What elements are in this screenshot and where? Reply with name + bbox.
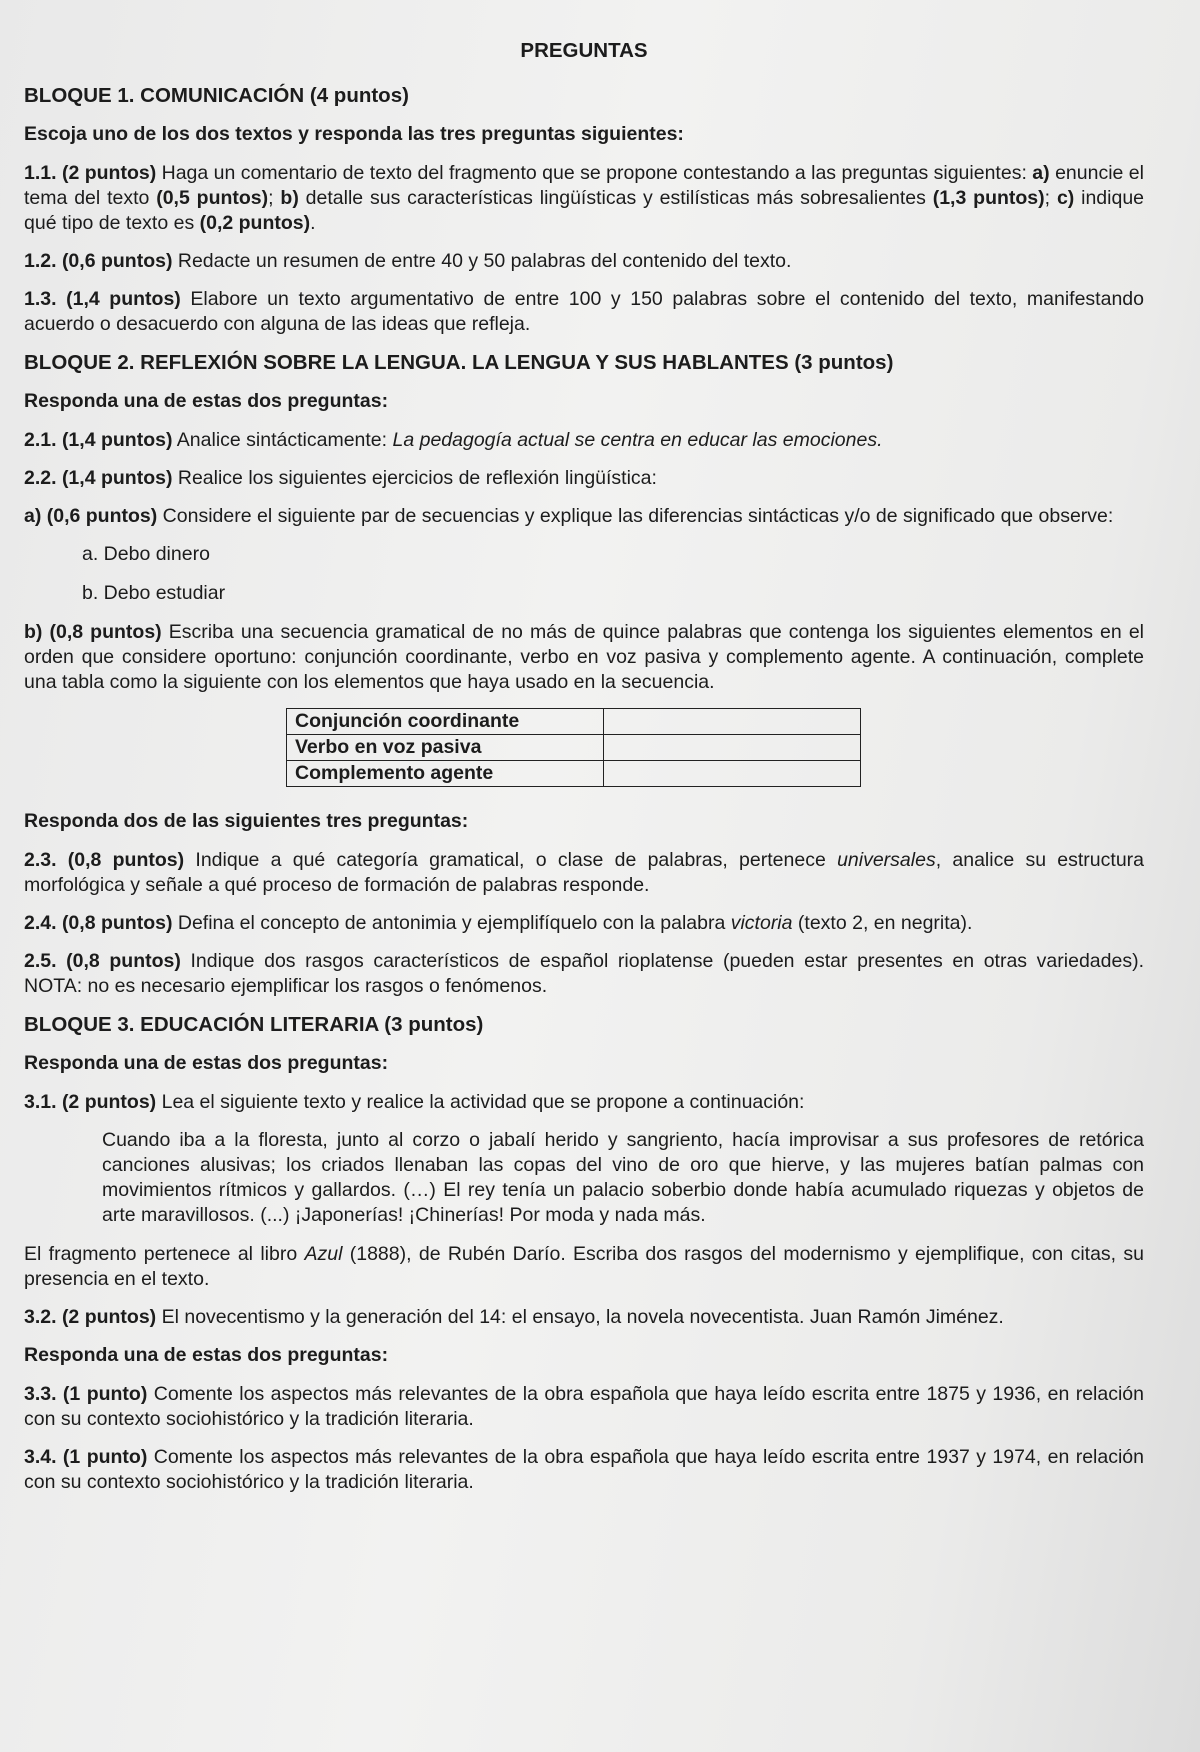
question-label: 1.3. (1,4 puntos) — [24, 288, 181, 310]
question-1-3 — [24, 287, 1144, 337]
question-label: b) (0,8 puntos) — [24, 621, 162, 643]
question-text: El fragmento pertenece al libro — [24, 1243, 305, 1265]
question-text: El novecentismo y la generación del 14: el ensayo, la novela novecentista. Juan Ramón Jiménez. — [156, 1306, 1004, 1328]
question-text: enuncie el tema del texto — [24, 162, 1144, 209]
table-row — [287, 735, 861, 761]
example-sentence: La pedagogía actual se centra en educar las emociones. — [392, 429, 883, 451]
points: (0,2 puntos) — [199, 212, 311, 234]
italic-word: universales — [837, 849, 936, 871]
book-title: Azul — [304, 1243, 343, 1265]
question-text: Indique a qué categoría gramatical, o clase de palabras, pertenece — [184, 849, 838, 871]
bloque3-heading: BLOQUE 3. EDUCACIÓN LITERARIA (3 puntos) — [24, 1013, 484, 1036]
question-text: detalle sus características lingüísticas y estilísticas más sobresalientes — [298, 187, 933, 209]
table-row — [287, 709, 861, 735]
question-2-3 — [24, 848, 1144, 898]
question-1-2 — [24, 249, 1144, 274]
bloque2-instruction-2: Responda dos de las siguientes tres preguntas: — [24, 810, 469, 832]
bloque3-instruction-1: Responda una de estas dos preguntas: — [24, 1052, 389, 1074]
bloque3-instruction-2: Responda una de estas dos preguntas: — [24, 1344, 389, 1366]
question-label: a) (0,6 puntos) — [24, 505, 158, 527]
question-text: Realice los siguientes ejercicios de reflexión lingüística: — [172, 467, 657, 489]
question-label: 2.1. (1,4 puntos) — [24, 429, 173, 451]
sub-label: a) — [1032, 162, 1050, 184]
table-blank-cell — [604, 735, 861, 761]
question-2-2-b — [24, 620, 1144, 695]
question-2-2-a — [24, 504, 1144, 529]
bloque2-heading: BLOQUE 2. REFLEXIÓN SOBRE LA LENGUA. LA LENGUA Y SUS HABLANTES (3 puntos) — [24, 351, 894, 374]
question-3-1 — [24, 1090, 1144, 1115]
question-text: (1888), de Rubén Darío. Escriba dos rasgos del modernismo y ejemplifique, con citas, su presencia en el texto. — [24, 1243, 1144, 1290]
table-blank-cell — [604, 709, 861, 735]
question-label: 3.2. (2 puntos) — [24, 1306, 157, 1328]
question-text: Considere el siguiente par de secuencias y explique las diferencias sintácticas y/o de significado que observe: — [157, 505, 1114, 527]
question-text: Redacte un resumen de entre 40 y 50 palabras del contenido del texto. — [172, 250, 792, 272]
question-text: ; — [1044, 187, 1057, 209]
table-label-cell: Conjunción coordinante — [287, 709, 604, 735]
table-label-cell: Complemento agente — [287, 761, 604, 787]
question-text: (texto 2, en negrita). — [792, 912, 973, 934]
question-text: Comente los aspectos más relevantes de la obra española que haya leído escrita entre 1937 y 1974, en relación con su contexto sociohistórico y la tradición literaria. — [24, 1446, 1144, 1493]
question-text: , analice su estructura morfológica y señale a qué proceso de formación de palabras responde. — [24, 849, 1144, 896]
table-blank-cell — [604, 761, 861, 787]
question-text: indique qué tipo de texto es — [24, 187, 1145, 234]
question-label: 2.3. (0,8 puntos) — [24, 849, 185, 871]
question-label: 3.3. (1 punto) — [24, 1383, 148, 1405]
question-text: Lea el siguiente texto y realice la actividad que se propone a continuación: — [156, 1091, 805, 1113]
fragment-note — [24, 1242, 1144, 1292]
points: (0,5 puntos) — [156, 187, 269, 209]
question-label: 2.4. (0,8 puntos) — [24, 912, 173, 934]
question-text: ; — [268, 187, 281, 209]
question-2-2 — [24, 466, 1144, 491]
question-3-2 — [24, 1305, 1144, 1330]
bloque1-instruction: Escoja uno de los dos textos y responda las tres preguntas siguientes: — [24, 123, 684, 145]
question-text: Escriba una secuencia gramatical de no más de quince palabras que contenga los siguientes elementos en el orden que considere oportuno: conjunción coordinante, verbo en voz pasiva y complemento agente. A continuación, complete una tabla como la siguiente con los elementos que haya usado en la secuencia. — [24, 621, 1144, 693]
question-2-4 — [24, 911, 1144, 936]
question-text: Analice sintácticamente: — [172, 429, 393, 451]
sub-label: c) — [1056, 187, 1075, 209]
question-text: Comente los aspectos más relevantes de la obra española que haya leído escrita entre 1875 y 1936, en relación con su contexto sociohistórico y la tradición literaria. — [24, 1383, 1144, 1430]
question-label: 1.2. (0,6 puntos) — [24, 250, 173, 272]
page-title: PREGUNTAS — [520, 39, 648, 62]
question-1-1 — [24, 161, 1144, 236]
question-text: Defina el concepto de antonimia y ejemplifíquelo con la palabra — [172, 912, 731, 934]
points: (1,3 puntos) — [932, 187, 1045, 209]
question-text: Indique dos rasgos característicos de español rioplatense (pueden estar presentes en otras variedades). NOTA: no es necesario ejemplificar los rasgos o fenómenos. — [24, 950, 1144, 997]
question-label: 2.5. (0,8 puntos) — [24, 950, 181, 972]
sub-label: b) — [280, 187, 299, 209]
table-row — [287, 761, 861, 787]
question-label: 3.4. (1 punto) — [24, 1446, 148, 1468]
bloque1-heading: BLOQUE 1. COMUNICACIÓN (4 puntos) — [24, 84, 409, 107]
question-text: . — [310, 212, 316, 234]
question-label: 2.2. (1,4 puntos) — [24, 467, 173, 489]
question-2-5 — [24, 949, 1144, 999]
sequence-b: b. Debo estudiar — [82, 582, 226, 604]
question-label: 1.1. (2 puntos) — [24, 162, 157, 184]
question-3-4 — [24, 1445, 1144, 1495]
table-label-cell: Verbo en voz pasiva — [287, 735, 604, 761]
question-2-1 — [24, 428, 1144, 453]
question-text: Elabore un texto argumentativo de entre 100 y 150 palabras sobre el contenido del texto, manifestando acuerdo o desacuerdo con alguna de las ideas que refleja. — [24, 288, 1144, 335]
answer-table — [286, 708, 861, 787]
sequence-a: a. Debo dinero — [82, 543, 210, 565]
question-text: Haga un comentario de texto del fragmento que se propone contestando a las preguntas siguientes: — [156, 162, 1033, 184]
italic-word: victoria — [730, 912, 793, 934]
literary-quote: Cuando iba a la floresta, junto al corzo o jabalí herido y sangriento, hacía improvisar a sus profesores de retórica canciones alusivas; los criados llenaban las copas del vino de oro que hierve, y las mujeres batían palmas con movimientos rítmicos y gallardos. (…) El rey tenía un palacio soberbio donde había acumulado riquezas y objetos de arte maravillosos. (...) ¡Japonerías! ¡Chinerías! Por moda y nada más. — [102, 1129, 1144, 1226]
exam-content — [24, 38, 1144, 1508]
question-3-3 — [24, 1382, 1144, 1432]
bloque2-instruction-1: Responda una de estas dos preguntas: — [24, 390, 389, 412]
question-label: 3.1. (2 puntos) — [24, 1091, 157, 1113]
